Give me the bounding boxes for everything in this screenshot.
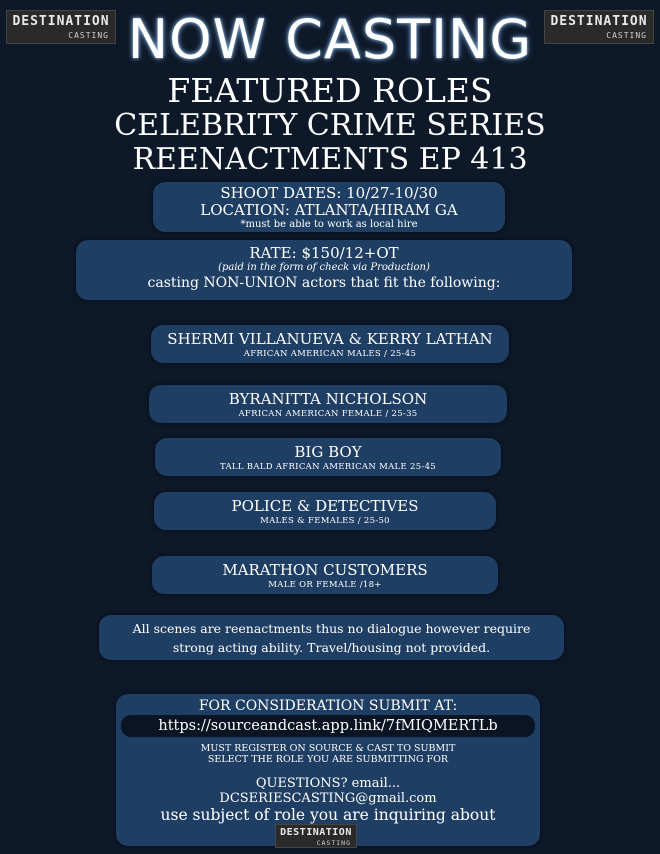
shoot-info-box <box>153 182 505 232</box>
shoot-dates: SHOOT DATES: 10/27-10/30 <box>220 184 438 202</box>
title-series: CELEBRITY CRIME SERIES <box>114 108 546 143</box>
rate-box <box>76 240 572 300</box>
logo-top-line: DESTINATION <box>12 14 110 29</box>
submission-link[interactable]: https://sourceandcast.app.link/7fMIQMERTLb <box>121 715 535 737</box>
notes-line-1: All scenes are reenactments thus no dialogue however require <box>132 621 531 636</box>
role-box <box>151 325 509 363</box>
payment-note: (paid in the form of check via Production) <box>218 262 430 273</box>
role-name: SHERMI VILLANUEVA & KERRY LATHAN <box>167 330 493 348</box>
questions-label: QUESTIONS? email... <box>255 776 401 791</box>
shoot-location: LOCATION: ATLANTA/HIRAM GA <box>200 201 458 219</box>
role-desc: TALL BALD AFRICAN AMERICAN MALE 25-45 <box>219 462 437 472</box>
notes-line-2: strong acting ability. Travel/housing not provided. <box>172 640 491 655</box>
logo-top-line: DESTINATION <box>280 827 352 838</box>
subject-instruction: use subject of role you are inquiring about <box>160 806 496 824</box>
role-name: BYRANITTA NICHOLSON <box>228 390 428 408</box>
logo-bottom-line: CASTING <box>606 31 647 40</box>
role-name: MARATHON CUSTOMERS <box>222 561 428 579</box>
select-role-note: SELECT THE ROLE YOU ARE SUBMITTING FOR <box>207 754 449 765</box>
role-desc: AFRICAN AMERICAN FEMALE / 25-35 <box>238 409 418 419</box>
role-box <box>152 556 498 594</box>
notes-box <box>99 615 564 660</box>
title-episode: REENACTMENTS EP 413 <box>132 142 528 177</box>
register-note: MUST REGISTER ON SOURCE & CAST TO SUBMIT <box>200 743 456 754</box>
role-box <box>154 492 496 530</box>
casting-line: casting NON-UNION actors that fit the following: <box>147 275 501 291</box>
role-name: BIG BOY <box>294 443 362 461</box>
logo-bottom <box>275 824 357 848</box>
headline: NOW CASTING <box>127 8 533 71</box>
logo-bottom-line: CASTING <box>316 839 351 847</box>
role-box <box>149 385 507 423</box>
title-featured-roles: FEATURED ROLES <box>167 71 493 110</box>
contact-email[interactable]: DCSERIESCASTING@gmail.com <box>219 791 437 806</box>
logo-top-line: DESTINATION <box>550 14 648 29</box>
logo-bottom-line: CASTING <box>68 31 109 40</box>
local-hire-note: *must be able to work as local hire <box>240 219 418 230</box>
role-desc: MALE OR FEMALE /18+ <box>268 580 382 590</box>
role-box <box>155 438 501 476</box>
role-name: POLICE & DETECTIVES <box>231 497 419 515</box>
rate-amount: RATE: $150/12+OT <box>249 244 399 262</box>
role-desc: MALES & FEMALES / 25-50 <box>260 516 390 526</box>
submit-heading: FOR CONSIDERATION SUBMIT AT: <box>198 698 458 714</box>
role-desc: AFRICAN AMERICAN MALES / 25-45 <box>243 349 417 359</box>
